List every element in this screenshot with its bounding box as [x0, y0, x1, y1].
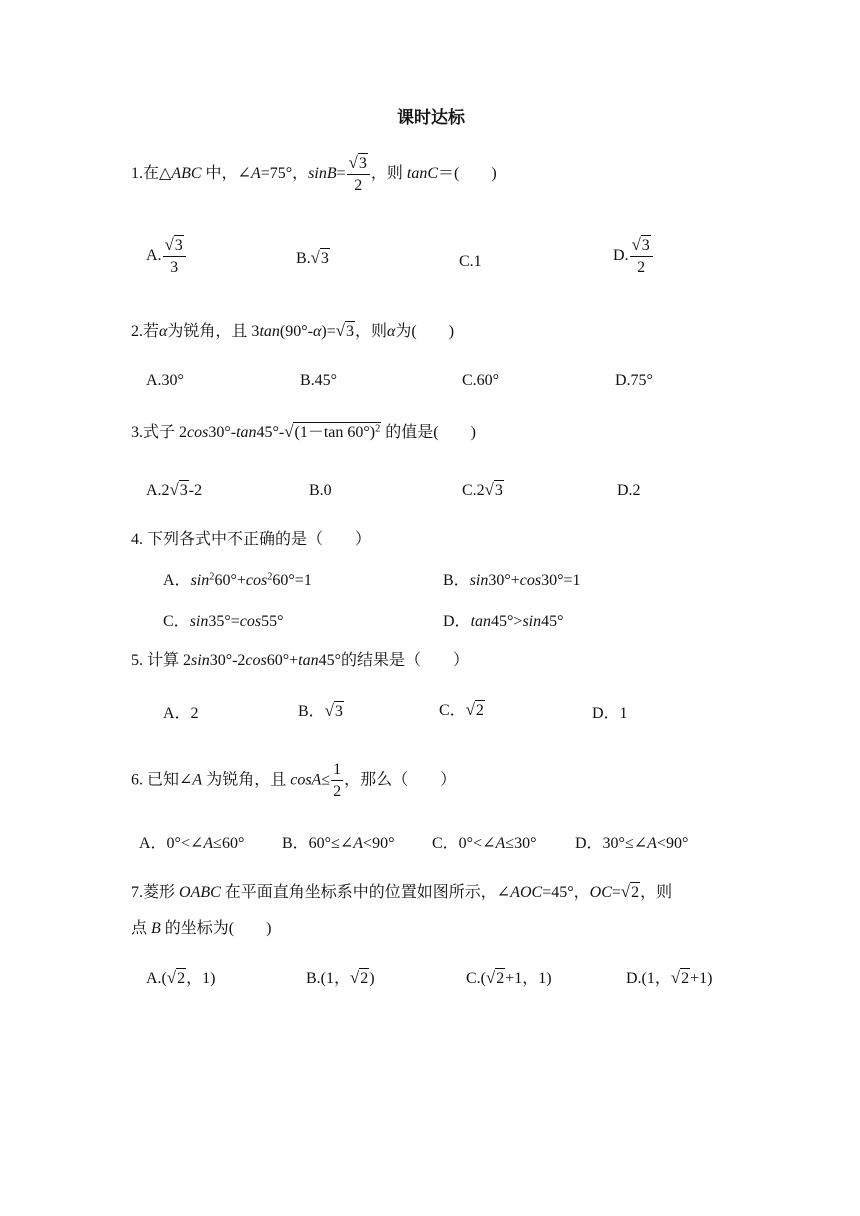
q5-option-b[interactable]: B．√3: [298, 701, 343, 720]
q1-text: ，则: [370, 165, 407, 183]
sqrt-symbol: √2: [465, 700, 484, 719]
question-3: 3.式子 2cos30°-tan45°-√(1－tan 60°)$^2$ 的值是( ): [131, 422, 476, 441]
question-4: 4. 下列各式中不正确的是（ ）: [131, 531, 372, 548]
q4-option-c[interactable]: C．sin35°=cos55°: [163, 613, 284, 630]
q3-option-d[interactable]: D.2: [617, 482, 641, 499]
sqrt-symbol: √3: [631, 235, 650, 254]
q1-text: ＝( ): [438, 165, 497, 183]
q4-option-a[interactable]: A．$\sin^260^\circ+\cos^260^\circ=1$: [163, 571, 312, 589]
q2-option-d[interactable]: D.75°: [615, 372, 653, 389]
sqrt-symbol: √3: [324, 701, 343, 720]
sqrt-symbol: √3: [335, 321, 354, 340]
sqrt-symbol: √3: [484, 480, 503, 499]
question-1: [131, 155, 497, 194]
q1-var: tanC: [406, 165, 439, 183]
q3-option-b[interactable]: B.0: [309, 482, 332, 499]
q1-var: A: [250, 165, 261, 183]
q1-text: =: [336, 165, 346, 183]
q1-text: =75°，: [260, 165, 309, 183]
q1-var: ABC: [171, 165, 202, 183]
sqrt-symbol: √3: [310, 248, 329, 267]
q4-option-d[interactable]: D．tan45°>sin45°: [443, 613, 564, 630]
page-title: 课时达标: [397, 108, 465, 127]
q2-option-b[interactable]: B.45°: [300, 372, 338, 389]
q5-option-d[interactable]: D．1: [592, 705, 628, 722]
q1-option-a[interactable]: A. $\frac{√3}{3}$: [146, 237, 187, 276]
q3-option-a[interactable]: A.2√3-2: [146, 480, 203, 499]
q6-option-b[interactable]: B．60°≤∠A<90°: [282, 835, 395, 852]
q7-option-b[interactable]: B.(1，√2): [306, 968, 375, 987]
q7-option-d[interactable]: D.(1，√2+1): [626, 968, 713, 987]
sqrt-symbol: √2: [166, 968, 186, 987]
sqrt-symbol: √(1－tan 60°)$^2$: [284, 422, 381, 441]
q1-option-c[interactable]: C.1: [459, 253, 482, 270]
sqrt-symbol: √2: [620, 882, 640, 901]
q5-option-a[interactable]: A．2: [163, 705, 199, 722]
sqrt-symbol: √2: [486, 968, 505, 987]
question-2: 2.若α为锐角，且 3tan(90°-α)=√3，则α为( ): [131, 321, 455, 340]
q1-number: 1.: [131, 165, 143, 183]
q6-option-c[interactable]: C．0°<∠A≤30°: [432, 835, 537, 852]
q1-fraction: $\frac{√3}{2}$: [347, 155, 370, 194]
question-7: 7.菱形 OABC 在平面直角坐标系中的位置如图所示，∠AOC=45°，OC=√2，则: [131, 882, 673, 901]
q7-option-c[interactable]: C.(√2+1，1): [466, 968, 552, 987]
q5-option-c[interactable]: C．√2: [439, 700, 484, 719]
q2-option-a[interactable]: A.30°: [146, 372, 184, 389]
q3-option-c[interactable]: C.2√3: [462, 480, 503, 499]
q1-var: sinB: [308, 165, 337, 183]
sqrt-symbol: √3: [348, 153, 367, 172]
q6-option-a[interactable]: A．0°<∠A≤60°: [139, 835, 245, 852]
question-6: 6. 已知∠A 为锐角，且 cosA≤ $\frac{1}{2}$ ，那么（ ）: [131, 761, 457, 800]
q6-option-d[interactable]: D．30°≤∠A<90°: [575, 835, 689, 852]
sqrt-symbol: √3: [169, 480, 188, 499]
q1-text: 在△: [143, 165, 172, 183]
q2-option-c[interactable]: C.60°: [462, 372, 500, 389]
q7-option-a[interactable]: A.(√2，1): [146, 968, 216, 987]
sqrt-symbol: √2: [670, 968, 690, 987]
sqrt-symbol: √3: [164, 235, 183, 254]
q1-option-d[interactable]: D. $\frac{√3}{2}$: [613, 237, 654, 276]
question-5: 5. 计算 2sin30°-2cos60°+tan45°的结果是（ ）: [131, 652, 470, 669]
q1-text: 中，∠: [201, 165, 251, 183]
q1-option-b[interactable]: B.√3: [296, 248, 329, 267]
sqrt-symbol: √2: [350, 968, 369, 987]
question-7-line-2: 点 B 的坐标为( ): [131, 920, 272, 937]
q4-option-b[interactable]: B．sin30°+cos30°=1: [443, 572, 581, 589]
